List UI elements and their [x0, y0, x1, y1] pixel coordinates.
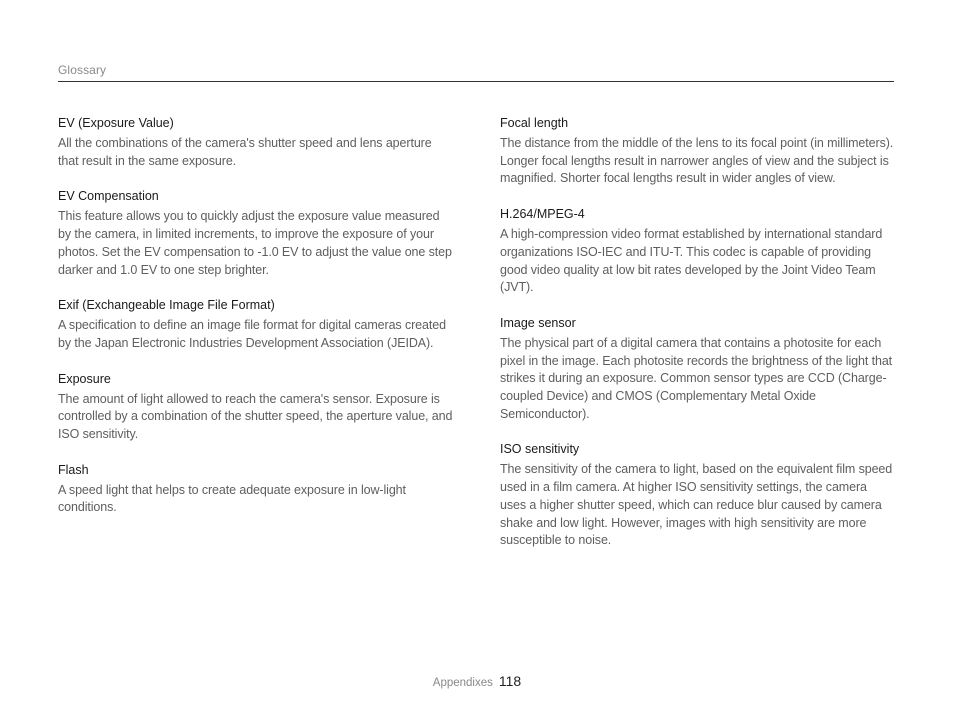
glossary-entry — [500, 441, 895, 550]
glossary-term: Exposure — [58, 371, 111, 386]
glossary-definition: A specification to define an image file format for digital cameras created by the Japan Electronic Industries Development Association (JEIDA). — [58, 318, 446, 350]
glossary-entry — [58, 371, 453, 444]
glossary-definition: The amount of light allowed to reach the camera's sensor. Exposure is controlled by a combination of the shutter speed, the aperture value, and ISO sensitivity. — [58, 391, 453, 442]
page-footer — [0, 673, 954, 691]
glossary-definition: This feature allows you to quickly adjust the exposure value measured by the camera, in limited increments, to improve the exposure of your photos. Set the EV compensation to -1.0 EV to adjust the value one step darker and 1.0 EV to one step brighter. — [58, 209, 452, 277]
glossary-entry — [58, 188, 453, 279]
glossary-term: Image sensor — [500, 315, 576, 330]
glossary-definition: The sensitivity of the camera to light, based on the equivalent film speed used in a film camera. At higher ISO sensitivity settings, the camera uses a higher shutter speed, which can reduce blur caused by camera shake and low light. However, images with high sensitivity are more susceptible to noise. — [500, 462, 893, 548]
glossary-definition: The physical part of a digital camera that contains a photosite for each pixel in the image. Each photosite records the brightness of the light that strikes it during an exposure. Common sensor types are CCD (Charge-coupled Device) and CMOS (Complementary Metal Oxide Semiconductor). — [500, 335, 893, 421]
glossary-entry — [58, 462, 453, 517]
glossary-entry — [58, 297, 453, 352]
section-title: Glossary — [58, 63, 107, 77]
glossary-entry — [500, 315, 895, 424]
glossary-term: Flash — [58, 462, 89, 477]
glossary-left-column — [58, 115, 453, 535]
page-number: 118 — [498, 673, 522, 689]
glossary-term: H.264/MPEG-4 — [500, 207, 585, 222]
glossary-definition: The distance from the middle of the lens to its focal point (in millimeters). Longer focal lengths result in narrower angles of view and the subject is magnified. Shorter focal lengths result in wider angles of view. — [500, 136, 894, 186]
glossary-definition: A high-compression video format established by international standard organizations ISO-IEC and ITU-T. This codec is capable of providing good video quality at low bit rates developed by the Joint Video Team (JVT). — [500, 227, 883, 295]
glossary-term: Exif (Exchangeable Image File Format) — [58, 298, 275, 313]
page-header — [58, 62, 894, 82]
glossary-definition: All the combinations of the camera's shutter speed and lens aperture that result in the same exposure. — [58, 136, 432, 168]
glossary-term: Focal length — [500, 116, 569, 130]
glossary-term: ISO sensitivity — [500, 442, 580, 457]
footer-section-label: Appendixes — [432, 677, 493, 689]
glossary-definition: A speed light that helps to create adequate exposure in low-light conditions. — [58, 482, 406, 515]
glossary-right-column — [500, 115, 895, 568]
glossary-term: EV (Exposure Value) — [58, 116, 174, 130]
glossary-entry — [58, 115, 453, 170]
glossary-term: EV Compensation — [58, 189, 159, 204]
glossary-entry — [500, 206, 895, 297]
glossary-entry — [500, 115, 895, 188]
